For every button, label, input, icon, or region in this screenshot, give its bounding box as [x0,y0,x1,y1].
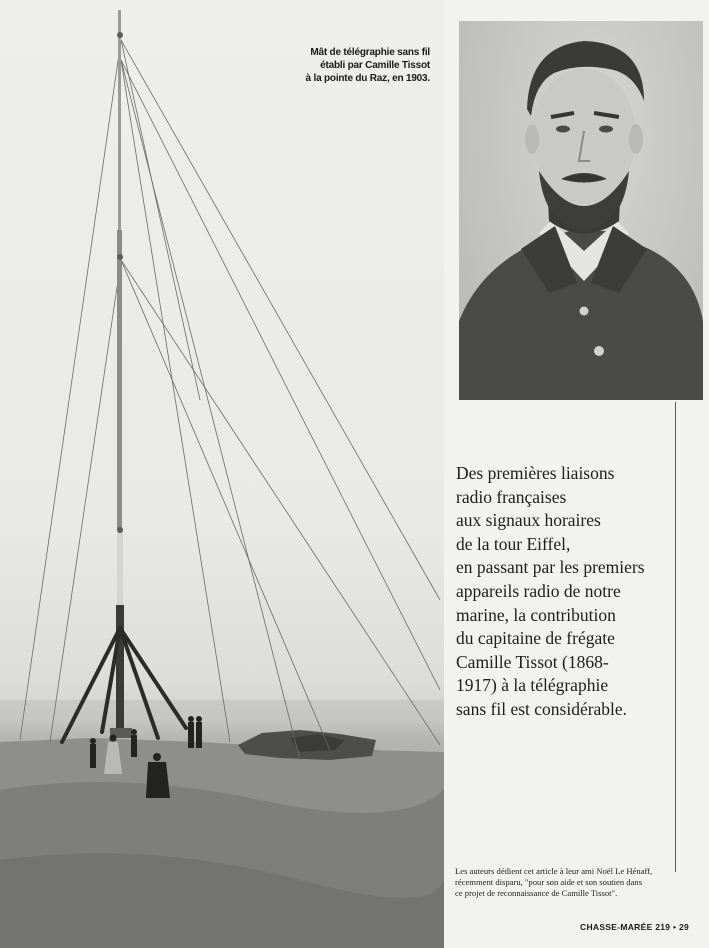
caption-line: à la pointe du Raz, en 1903. [305,73,430,84]
issue-number: 219 [655,922,671,932]
column-rule [675,402,676,872]
page-folio [580,922,700,932]
folio-separator: • [673,922,677,932]
intro-line: aux signaux horaires [456,510,601,531]
publication-name: CHASSE-MARÉE [580,922,653,932]
dedication-line: ce projet de reconnaissance de Camille Tissot". [455,888,618,898]
camille-tissot-portrait [459,21,703,400]
article-intro [456,462,671,722]
caption-line: Mât de télégraphie sans fil [310,47,430,58]
dedication-line: récemment disparu, "pour son aide et son soutien dans [455,877,643,887]
mast-photo-caption [260,46,430,85]
intro-line: Camille Tissot (1868- [456,651,609,672]
page-number: 29 [678,922,690,932]
intro-line: de la tour Eiffel, [456,533,571,554]
portrait-illustration [459,21,703,400]
dedication-line: Les auteurs dédient cet article à leur ami Noël Le Hénaff, [455,866,653,876]
intro-line: appareils radio de notre [456,580,621,601]
intro-line: en passant par les premiers [456,557,645,578]
intro-line: marine, la contribution [456,604,616,625]
intro-line: radio françaises [456,486,567,507]
caption-line: établi par Camille Tissot [320,60,430,71]
intro-line: Des premières liaisons [456,463,615,483]
dedication-note [455,866,705,899]
intro-line: 1917) à la télégraphie [456,675,609,696]
intro-line: sans fil est considérable. [456,698,628,719]
intro-line: du capitaine de frégate [456,628,615,649]
